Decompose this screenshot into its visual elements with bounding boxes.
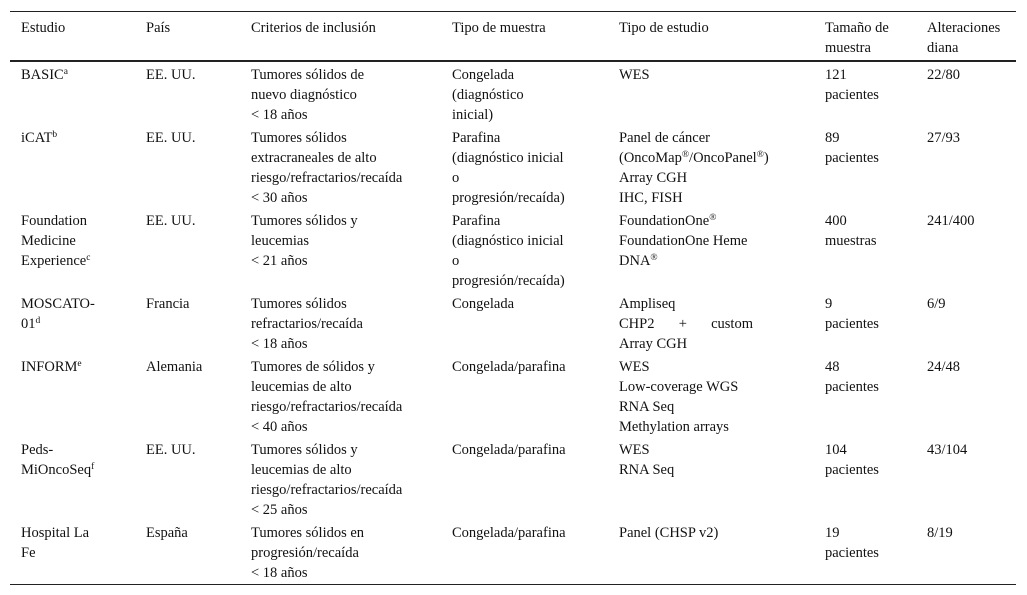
header-sample-type: Tipo de muestra [452, 20, 546, 36]
header-alterations [916, 12, 1016, 62]
alterations-cell [916, 125, 1016, 208]
studies-table [10, 11, 1016, 585]
cell-line: nuevo diagnóstico [251, 87, 357, 103]
alterations-cell [916, 437, 1016, 520]
header-alterations-line-2: diana [927, 40, 959, 56]
cell-line: muestras [825, 233, 877, 249]
cell-line: EE. UU. [146, 442, 196, 458]
alterations-cell [916, 208, 1016, 291]
cell-line: < 18 años [251, 107, 308, 123]
footnote-marker: f [91, 462, 95, 472]
sample-type-cell [441, 354, 608, 437]
table-row [10, 61, 1016, 125]
cell-line: WES [619, 442, 650, 458]
cell-line: Hospital La [21, 525, 90, 541]
cell-line: 400 [825, 213, 847, 229]
cell-line: pacientes [825, 379, 879, 395]
cell-line: Array CGH [619, 170, 688, 186]
sample-size-cell [814, 354, 916, 437]
country-cell [135, 520, 240, 585]
cell-line: Congelada/parafina [452, 525, 566, 541]
country-cell [135, 291, 240, 354]
cell-line: o [452, 170, 460, 186]
cell-line: Peds- [21, 442, 54, 458]
cell-line: RNA Seq [619, 399, 675, 415]
cell-line: < 25 años [251, 502, 308, 518]
criteria-cell [240, 520, 441, 585]
cell-line: < 40 años [251, 419, 308, 435]
cell-line: 27/93 [927, 130, 961, 146]
cell-line: RNA Seq [619, 462, 675, 478]
cell-line: o [452, 253, 460, 269]
cell-line: pacientes [825, 87, 879, 103]
cell-line: 24/48 [927, 359, 961, 375]
cell-line: pacientes [825, 150, 879, 166]
cell-line: < 30 años [251, 190, 308, 206]
criteria-cell [240, 437, 441, 520]
sample-size-cell [814, 61, 916, 125]
study-type-cell [608, 520, 814, 585]
sample-type-cell [441, 61, 608, 125]
cell-line: Tumores sólidos [251, 130, 347, 146]
cell-line [619, 251, 814, 271]
study-type-cell [608, 61, 814, 125]
cell-line: Panel (CHSP v2) [619, 525, 719, 541]
study-cell [10, 520, 135, 585]
cell-line: 104 [825, 442, 847, 458]
cell-line [619, 148, 814, 168]
cell-line: Tumores sólidos y [251, 213, 358, 229]
criteria-cell [240, 354, 441, 437]
cell-line [619, 211, 814, 231]
cell-line: progresión/recaída) [452, 273, 565, 289]
cell-line: España [146, 525, 188, 541]
cell-line: riesgo/refractarios/recaída [251, 482, 403, 498]
cell-line: FoundationOne Heme [619, 233, 748, 249]
cell-text: Experience [21, 253, 87, 269]
cell-line: 8/19 [927, 525, 953, 541]
registered-mark: ® [681, 150, 690, 160]
criteria-cell [240, 208, 441, 291]
cell-line: Medicine [21, 233, 76, 249]
cell-line: Congelada [452, 67, 515, 83]
criteria-cell [240, 61, 441, 125]
cell-line: 241/400 [927, 213, 975, 229]
table-body [10, 61, 1016, 585]
cell-line: progresión/recaída [251, 545, 359, 561]
cell-line: WES [619, 359, 650, 375]
sample-size-cell [814, 291, 916, 354]
cell-line: pacientes [825, 462, 879, 478]
text-part: ) [763, 150, 769, 166]
sample-size-cell [814, 125, 916, 208]
cell-line: (diagnóstico inicial [452, 150, 564, 166]
study-type-cell [608, 291, 814, 354]
cell-line: < 21 años [251, 253, 308, 269]
cell-line: Congelada/parafina [452, 359, 566, 375]
cell-text: BASIC [21, 67, 64, 83]
cell-line: 9 [825, 296, 833, 312]
header-row [10, 12, 1016, 62]
cell-line: EE. UU. [146, 67, 196, 83]
cell-line: MOSCATO- [21, 296, 95, 312]
footnote-marker: c [86, 253, 91, 263]
cell-line: WES [619, 67, 650, 83]
cell-line: Tumores de sólidos y [251, 359, 375, 375]
cell-line: 43/104 [927, 442, 968, 458]
cell-line: progresión/recaída) [452, 190, 565, 206]
table-row [10, 354, 1016, 437]
cell-text: 01 [21, 316, 36, 332]
cell-line: refractarios/recaída [251, 316, 363, 332]
country-cell [135, 437, 240, 520]
cell-line: riesgo/refractarios/recaída [251, 170, 403, 186]
header-sample-size-line-2: muestra [825, 40, 871, 56]
cell-line [21, 357, 135, 377]
text-part: custom [711, 316, 753, 332]
registered-mark: ® [709, 213, 717, 223]
registered-mark: ® [756, 150, 764, 160]
cell-text: INFORM [21, 359, 78, 375]
sample-size-cell [814, 208, 916, 291]
criteria-cell [240, 125, 441, 208]
cell-line: Tumores sólidos [251, 296, 347, 312]
cell-line: Parafina [452, 130, 501, 146]
country-cell [135, 61, 240, 125]
cell-line [21, 65, 135, 85]
study-cell [10, 61, 135, 125]
study-cell [10, 208, 135, 291]
cell-line [619, 314, 753, 334]
footnote-marker: b [52, 130, 58, 140]
cell-line: 6/9 [927, 296, 946, 312]
table-row [10, 291, 1016, 354]
footnote-marker: e [77, 359, 82, 369]
cell-line: Francia [146, 296, 190, 312]
cell-line: Low-coverage WGS [619, 379, 739, 395]
study-type-cell [608, 354, 814, 437]
cell-line: 89 [825, 130, 840, 146]
cell-line: leucemias de alto [251, 379, 352, 395]
cell-line [21, 460, 135, 480]
cell-line: Congelada [452, 296, 515, 312]
cell-line: leucemias de alto [251, 462, 352, 478]
header-sample-size-line-1: Tamaño de [825, 20, 889, 36]
study-type-cell [608, 125, 814, 208]
study-cell [10, 354, 135, 437]
sample-type-cell [441, 208, 608, 291]
country-cell [135, 354, 240, 437]
cell-line: inicial) [452, 107, 494, 123]
cell-line: Parafina [452, 213, 501, 229]
text-part: /OncoPanel [689, 150, 757, 166]
cell-line: riesgo/refractarios/recaída [251, 399, 403, 415]
header-alterations-line-1: Alteraciones [927, 20, 1001, 36]
cell-line: 22/80 [927, 67, 961, 83]
cell-line: pacientes [825, 316, 879, 332]
cell-line: Methylation arrays [619, 419, 729, 435]
table-row [10, 208, 1016, 291]
cell-line: 19 [825, 525, 840, 541]
study-cell [10, 125, 135, 208]
cell-line: leucemias [251, 233, 309, 249]
cell-line: < 18 años [251, 565, 308, 581]
criteria-cell [240, 291, 441, 354]
cell-line: Array CGH [619, 336, 688, 352]
cell-line: Tumores sólidos en [251, 525, 365, 541]
cell-line: (diagnóstico inicial [452, 233, 564, 249]
cell-text: iCAT [21, 130, 53, 146]
cell-line [21, 251, 135, 271]
cell-line [21, 128, 135, 148]
cell-text: FoundationOne [619, 213, 710, 229]
header-study: Estudio [21, 20, 66, 36]
cell-line: Foundation [21, 213, 88, 229]
cell-line: IHC, FISH [619, 190, 683, 206]
header-study-type: Tipo de estudio [619, 20, 709, 36]
cell-line: pacientes [825, 545, 879, 561]
cell-line: extracraneales de alto [251, 150, 377, 166]
country-cell [135, 125, 240, 208]
alterations-cell [916, 61, 1016, 125]
sample-size-cell [814, 520, 916, 585]
header-sample-size [814, 12, 916, 62]
cell-line: 121 [825, 67, 847, 83]
header-country: País [146, 20, 171, 36]
study-type-cell [608, 437, 814, 520]
table-row [10, 125, 1016, 208]
cell-line: (diagnóstico [452, 87, 524, 103]
cell-line: Tumores sólidos y [251, 442, 358, 458]
sample-type-cell [441, 291, 608, 354]
footnote-marker: a [63, 67, 68, 77]
cell-text: DNA [619, 253, 651, 269]
studies-table-container [10, 11, 1016, 585]
study-cell [10, 291, 135, 354]
alterations-cell [916, 354, 1016, 437]
cell-line: < 18 años [251, 336, 308, 352]
header-criteria: Criterios de inclusión [251, 20, 376, 36]
study-cell [10, 437, 135, 520]
cell-line: Panel de cáncer [619, 130, 710, 146]
cell-line: EE. UU. [146, 213, 196, 229]
text-part: CHP2 [619, 316, 655, 332]
cell-line: Congelada/parafina [452, 442, 566, 458]
sample-type-cell [441, 125, 608, 208]
cell-line: Ampliseq [619, 296, 676, 312]
footnote-marker: d [35, 316, 41, 326]
cell-line [21, 314, 135, 334]
text-part: + [678, 316, 687, 332]
cell-line: EE. UU. [146, 130, 196, 146]
registered-mark: ® [650, 253, 658, 263]
sample-type-cell [441, 437, 608, 520]
sample-size-cell [814, 437, 916, 520]
cell-line: Fe [21, 545, 36, 561]
study-type-cell [608, 208, 814, 291]
alterations-cell [916, 520, 1016, 585]
cell-text: MiOncoSeq [21, 462, 92, 478]
country-cell [135, 208, 240, 291]
cell-line: 48 [825, 359, 840, 375]
cell-line: Tumores sólidos de [251, 67, 365, 83]
text-part: (OncoMap [619, 150, 682, 166]
cell-line: Alemania [146, 359, 203, 375]
sample-type-cell [441, 520, 608, 585]
table-row [10, 437, 1016, 520]
alterations-cell [916, 291, 1016, 354]
table-row [10, 520, 1016, 585]
